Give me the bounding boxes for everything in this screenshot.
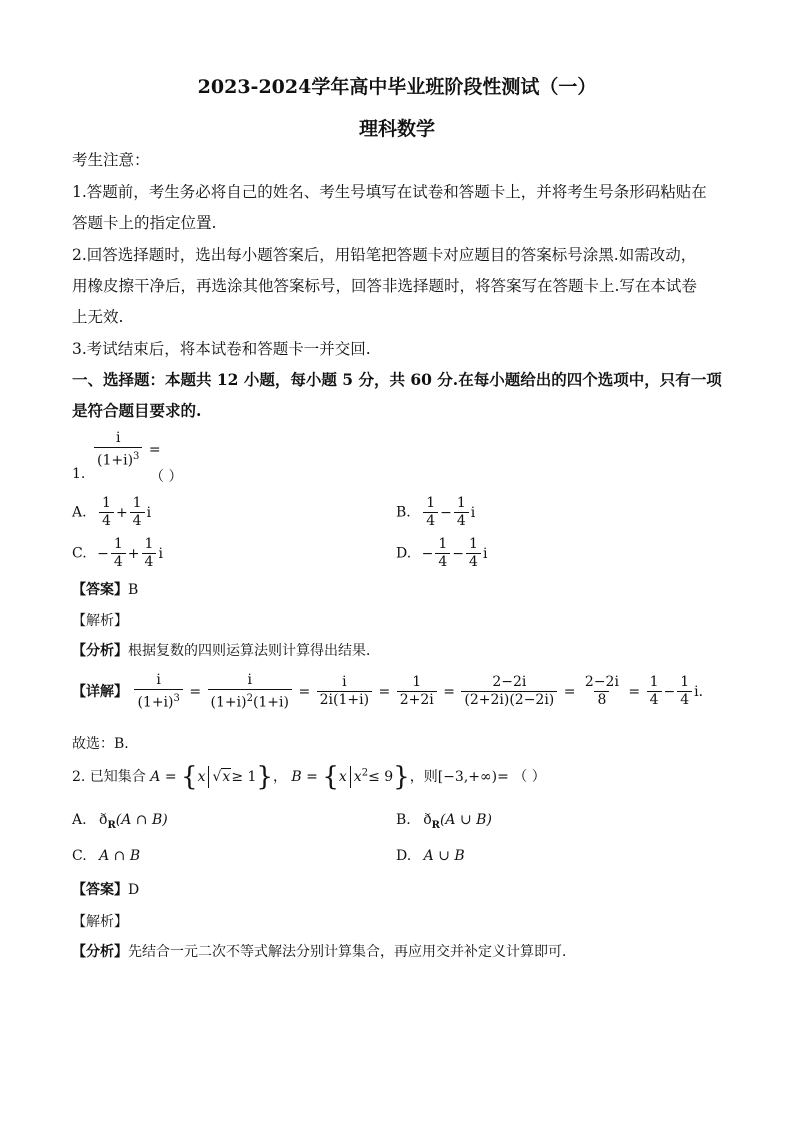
q1-option-b: B. $\frac{1}{4}$ − $\frac{1}{4}$ i — [396, 495, 476, 529]
q1-number: 1. — [72, 466, 86, 482]
q1-answer-value: B — [128, 582, 139, 598]
q2-analysis: 【分析】先结合一元二次不等式解法分别计算集合，再应用交并补定义计算即可． — [72, 944, 576, 960]
page-subtitle: 理科数学 — [358, 118, 435, 140]
q1-option-c-label: C. — [72, 545, 87, 562]
answer-tag: 【答案】 — [72, 582, 128, 598]
q1-equals: = — [148, 441, 161, 458]
section-heading-line-2: 是符合题目要求的. — [72, 401, 202, 420]
q1-exponent: 3 — [133, 451, 140, 462]
q1-paren: （ ） — [150, 469, 183, 485]
q1-fraction — [92, 430, 161, 470]
section-heading-line-1: 一、选择题：本题共 12 小题，每小题 5 分，共 60 分.在每小题给出的四个选项中，只有一项 — [72, 370, 722, 389]
notice-heading: 考生注意： — [72, 151, 150, 169]
q1-analysis: 【分析】根据复数的四则运算法则计算得出结果． — [72, 643, 380, 659]
q1-option-a-label: A. — [72, 504, 87, 521]
page-title: 2023-2024学年高中毕业班阶段性测试（一） — [197, 76, 597, 98]
q2-jiexi: 【解析】 — [72, 914, 128, 930]
notice-item-2-line-3: 上无效. — [72, 308, 124, 326]
q1-detail: 【详解】 $\frac{i}{(1+i)^3}$ = $\frac{i}{(1+i)^2(1+i)}$ = $\frac{i}{2i(1+i)}$ = $\frac{1}{2+2i}$ = $\frac{2-2i}{(2+2i)(2-2i)}$ = $\frac{2-2i}{8}$ = $\frac{1}{4}$ − $\frac{1}{4}$ i． — [72, 672, 713, 711]
notice-item-3: 3.考试结束后，将本试卷和答题卡一并交回. — [72, 340, 371, 358]
notice-item-2-line-1: 2.回答选择题时，选出每小题答案后，用铅笔把答题卡对应题目的答案标号涂黑.如需改动， — [72, 246, 697, 264]
q2-option-b: B. $ð_R(A$ ∪ B) — [396, 812, 492, 831]
q2-stem: 2. 已知集合 A = {x √x≥ 1}， B = {x $x^2\le 9$}，则[−3,+∞)= （ ） — [72, 762, 546, 792]
notice-item-1-line-1: 1.答题前，考生务必将自己的姓名、考生号填写在试卷和答题卡上，并将考生号条形码粘贴在 — [72, 183, 707, 201]
notice-item-1-line-2: 答题卡上的指定位置. — [72, 214, 217, 232]
q2-option-d: D. A ∪ B — [396, 848, 465, 864]
q1-jiexi: 【解析】 — [72, 613, 128, 629]
q2-answer: 【答案】D — [72, 882, 140, 898]
q1-option-b-label: B. — [396, 504, 411, 521]
q1-numerator: i — [115, 430, 121, 446]
q1-option-a: A. $\frac{1}{4}$ + $\frac{1}{4}$ i — [72, 495, 152, 529]
notice-item-2-line-2: 用橡皮擦干净后，再选涂其他答案标号，回答非选择题时，将答案写在答题卡上.写在本试卷 — [72, 277, 697, 295]
q1-answer — [72, 579, 138, 599]
q1-option-c: C. − $\frac{1}{4}$ + $\frac{1}{4}$ i — [72, 536, 163, 570]
q1-option-d: D. − $\frac{1}{4}$ − $\frac{1}{4}$ i — [396, 536, 488, 570]
q1-denominator: (1+i) — [97, 452, 134, 469]
q1-conclusion: 故选：B. — [72, 736, 129, 752]
q1-option-d-label: D. — [396, 545, 412, 562]
q2-option-a: A. $ð_R(A$ ∩ B) — [72, 812, 168, 831]
q2-option-c: C. A ∩ B — [72, 848, 141, 864]
q2-answer-value: D — [128, 882, 140, 898]
